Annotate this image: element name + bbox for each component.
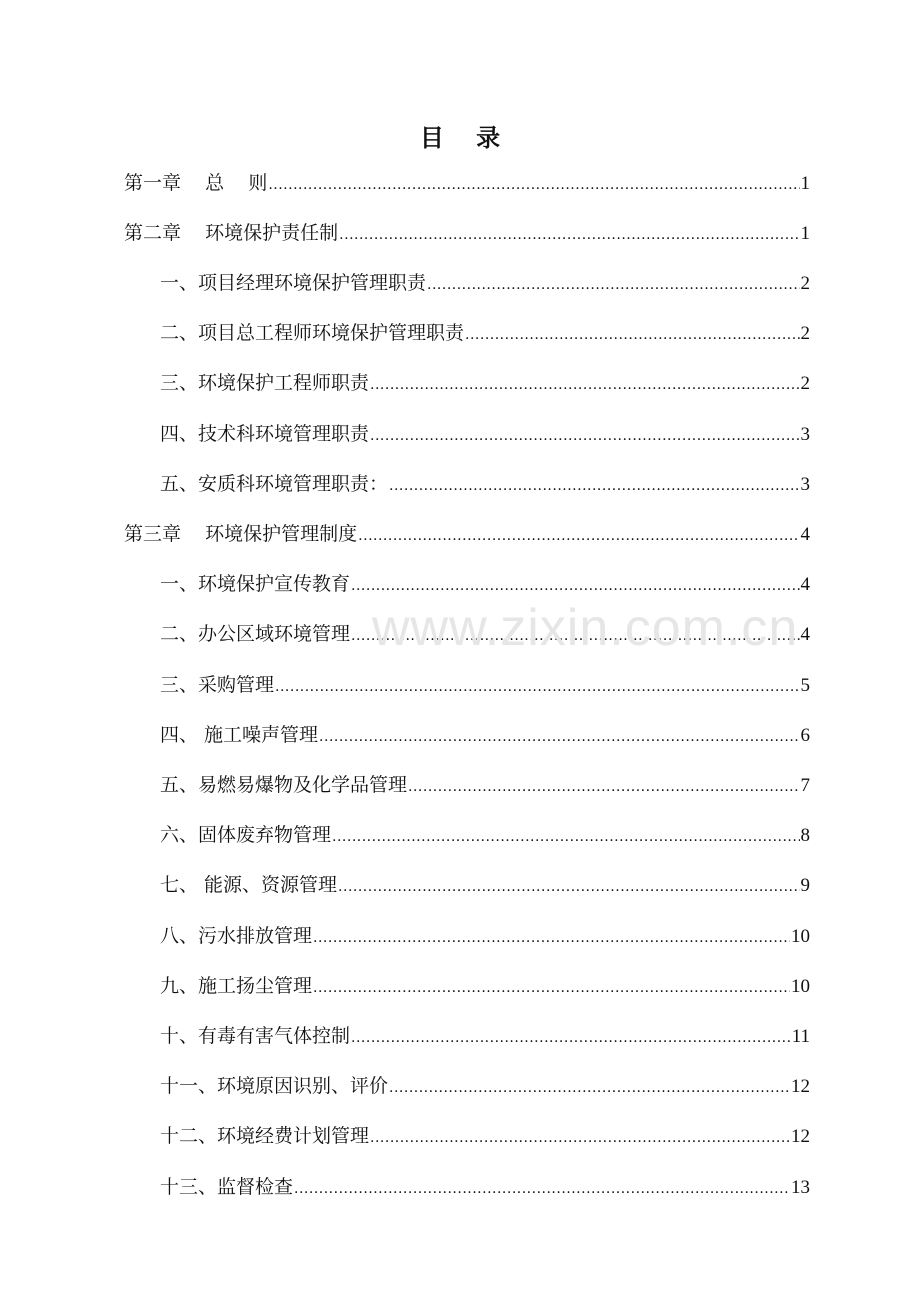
toc-page-number: 9 — [800, 875, 810, 896]
toc-leader-dots — [351, 571, 799, 601]
toc-page-number: 8 — [800, 825, 810, 846]
toc-entry-chapter-3[interactable] — [124, 519, 810, 549]
toc-entry-chapter-2[interactable] — [124, 218, 810, 248]
toc-leader-dots — [370, 421, 799, 451]
toc-page-number: 3 — [800, 474, 810, 495]
toc-entry-text: 一、环境保护宣传教育 — [160, 573, 351, 595]
toc-page-number: 7 — [800, 775, 810, 796]
toc-entry-text: 十二、环境经费计划管理 — [160, 1125, 370, 1147]
toc-page-number: 4 — [800, 624, 810, 645]
toc-entry-section[interactable] — [160, 368, 810, 398]
toc-entry-chapter-1[interactable] — [124, 168, 810, 198]
watermark-text: www.zixin.com.cn — [372, 599, 799, 657]
toc-leader-dots — [389, 471, 799, 501]
toc-entry-text: 三、采购管理 — [160, 674, 275, 696]
toc-leader-dots — [268, 170, 799, 200]
toc-leader-dots — [338, 872, 799, 902]
toc-entry-section[interactable] — [160, 569, 810, 599]
toc-page-number: 4 — [800, 574, 810, 595]
toc-page-number: 12 — [791, 1076, 810, 1097]
toc-entry-section[interactable] — [160, 971, 810, 1001]
toc-entry-section[interactable] — [160, 268, 810, 298]
toc-entry-section[interactable] — [160, 720, 810, 750]
toc-entry-section[interactable] — [160, 870, 810, 900]
toc-entry-text: 第三章 环境保护管理制度 — [124, 523, 358, 545]
toc-entry-text: 第二章 环境保护责任制 — [124, 222, 339, 244]
toc-entry-section[interactable] — [160, 419, 810, 449]
toc-page-number: 2 — [800, 273, 810, 294]
toc-entry-text: 四、技术科环境管理职责 — [160, 423, 370, 445]
toc-entry-section[interactable] — [160, 619, 810, 649]
toc-entry-text: 二、项目总工程师环境保护管理职责 — [160, 322, 465, 344]
toc-page-number: 6 — [800, 725, 810, 746]
toc-entry-section[interactable] — [160, 1071, 810, 1101]
toc-entry-text: 七、 能源、资源管理 — [160, 874, 338, 896]
toc-entry-text: 十三、监督检查 — [160, 1176, 294, 1198]
toc-page-number: 1 — [800, 223, 810, 244]
toc-page-number: 13 — [791, 1177, 810, 1198]
toc-entry-text: 九、施工扬尘管理 — [160, 975, 313, 997]
toc-leader-dots — [294, 1174, 790, 1204]
toc-leader-dots — [339, 220, 799, 250]
toc-entry-section[interactable] — [160, 318, 810, 348]
toc-leader-dots — [313, 973, 790, 1003]
toc-entry-section[interactable] — [160, 1121, 810, 1151]
toc-entry-section[interactable] — [160, 921, 810, 951]
toc-leader-dots — [370, 370, 799, 400]
toc-entry-text: 十一、环境原因识别、评价 — [160, 1075, 389, 1097]
toc-leader-dots — [465, 320, 799, 350]
toc-page-number: 11 — [791, 1026, 810, 1047]
toc-entry-section[interactable] — [160, 770, 810, 800]
toc-leader-dots — [275, 672, 799, 702]
toc-title: 目 录 — [419, 123, 513, 152]
toc-entry-text: 二、办公区域环境管理 — [160, 623, 351, 645]
toc-page-number: 4 — [800, 524, 810, 545]
toc-leader-dots — [319, 722, 799, 752]
toc-entry-section[interactable] — [160, 469, 810, 499]
toc-leader-dots — [389, 1073, 790, 1103]
toc-leader-dots — [370, 1123, 790, 1153]
toc-entry-section[interactable] — [160, 670, 810, 700]
toc-entry-text: 六、固体废弃物管理 — [160, 824, 332, 846]
toc-leader-dots — [358, 521, 799, 551]
toc-entry-section[interactable] — [160, 1172, 810, 1202]
toc-entry-text: 三、环境保护工程师职责 — [160, 372, 370, 394]
toc-page-number: 2 — [800, 373, 810, 394]
toc-page-number: 3 — [800, 424, 810, 445]
toc-page-number: 2 — [800, 323, 810, 344]
toc-entry-text: 五、易燃易爆物及化学品管理 — [160, 774, 408, 796]
toc-page-number: 10 — [791, 926, 810, 947]
toc-page-number: 5 — [800, 675, 810, 696]
toc-leader-dots — [351, 1023, 791, 1053]
toc-entry-text: 十、有毒有害气体控制 — [160, 1025, 351, 1047]
toc-page-number: 10 — [791, 976, 810, 997]
toc-leader-dots — [332, 822, 799, 852]
toc-page-number: 1 — [800, 173, 810, 194]
toc-leader-dots — [313, 923, 790, 953]
toc-entry-text: 第一章 总 则 — [124, 172, 268, 194]
toc-entry-text: 四、 施工噪声管理 — [160, 724, 319, 746]
toc-leader-dots — [408, 772, 799, 802]
toc-entry-text: 五、安质科环境管理职责： — [160, 473, 389, 495]
toc-entry-text: 一、项目经理环境保护管理职责 — [160, 272, 427, 294]
toc-entry-section[interactable] — [160, 1021, 810, 1051]
toc-page-number: 12 — [791, 1126, 810, 1147]
toc-leader-dots — [351, 621, 799, 651]
toc-entry-section[interactable] — [160, 820, 810, 850]
toc-entry-text: 八、污水排放管理 — [160, 925, 313, 947]
toc-leader-dots — [427, 270, 799, 300]
